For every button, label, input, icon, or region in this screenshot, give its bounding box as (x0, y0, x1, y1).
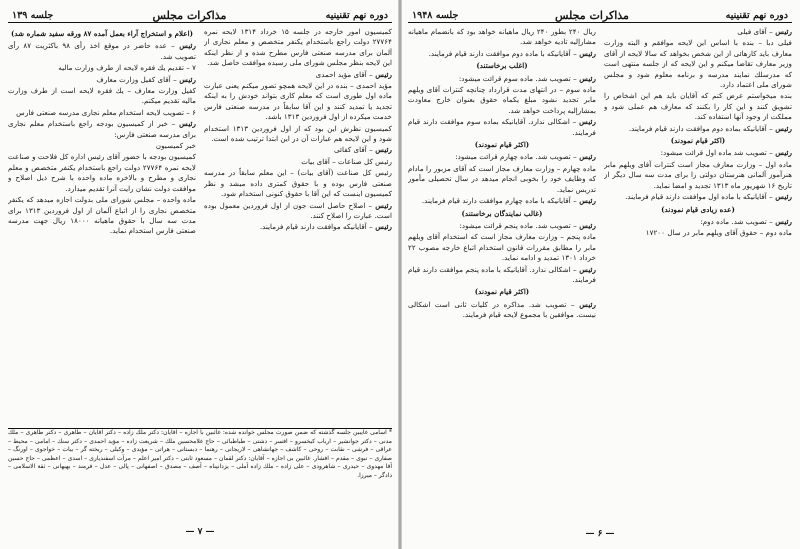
speaker-name: رئيس (576, 152, 596, 162)
paragraph (8, 152, 196, 194)
speaker-name: رئيس (772, 123, 792, 133)
speaker-name: رئيس (174, 41, 196, 51)
paragraph (204, 201, 392, 222)
paragraph-text: ماده دوم – حقوق آقاى ويلهم مابر در سال ۱۷۲۰۰ (645, 228, 792, 238)
footnote: * اسامى غايبين جلسه گذشته كه ضمن صورت مجلس خوانده شده: غائبين با اجازه – آقايان: دكتر ملك زاده – دكتر آقايان – طاهرى – دكتر طاهرى – ملك مدنى – دكتر جوانشير – ارباب كيخسرو – افسر – دشتى – طباطبائى – حاج غلامحسين ملك – شريعت زاده – مؤيد احمدى – دكتر سنك – امامى – محيط – عراقى – فرشى – نقابت – روحى – كاشف – جهانشاهى – لاريجانى – رهنما – دبستانى – هراتى – مؤيدى – وكيلى – ريخته گر – بيات – خواجوى – اورنگ – صفارى – نبوى – مقدم – افشار. غائبين بى اجازه – آقايان: دكتر لقمان – مسعود ثابتى – دكتر امير اعلم – مرآت اسفنديارى – اسدى – اعظمى – حاج حسين آقا مهدوى – حيدرى – شاهرودى – على زاده – ملك زاده آملى – يزدانپناه – آصف – مصدق – اصفهانى – پالى – عدل – فرمند – بهبهانى – ثقة الاسلامى – دادگر – ميرزا. (8, 428, 392, 525)
text-columns (8, 27, 392, 425)
paragraph (408, 27, 596, 48)
paragraph (604, 91, 792, 122)
paragraph (8, 108, 196, 118)
paragraph-text: – تصويب شد ماده اول قرائت ميشود: (660, 148, 773, 158)
header-session: جلسه ۱۳۹ (12, 9, 54, 21)
paragraph (8, 195, 196, 237)
paragraph-text: – عده حاضر در موقع اخذ رأى ۹۸ باكثريت ۸۷ رأى تصويب شد. (8, 41, 196, 61)
paragraph-text: – تصويب شد. مذاكره در كليات ثانى است اشكالى نيست. موافقين با مجموع لايحه قيام فرمايند. (408, 299, 596, 320)
paragraph-text: خبر كميسيون (155, 141, 196, 151)
paragraph-text: – آقايانيكه با ماده اول موافقت دارند قيام فرمايند. (625, 192, 773, 202)
paragraph-text: كميسيون امور خارجه در جلسه ۱۵ خرداد ۱۳۱۴ لايحه نمره ۲۷۷۶۴ دولت راجع باستخدام يكنفر متخصص و معلم نجارى از آلمان براى مدرسه صنعتى فارس مطرح شده و از نظر اينكه اين لايحه بنظر مجلس شوراى ملى رسيده موافقت حاصل شد. (204, 27, 392, 68)
speaker-name: رئيس (372, 145, 392, 155)
paragraph-text: (عده زيادى قيام نمودند) (661, 204, 735, 214)
paragraph (408, 140, 596, 150)
book-gutter (398, 0, 402, 549)
paragraph (604, 205, 792, 215)
paragraph (408, 196, 596, 206)
header-period: دوره نهم تقنينيه (725, 9, 788, 21)
paragraph-text: بنده ميخواستم عرض كنم كه آقايان بايد هم اين اشخاص را تشويق كنند و اين كار را بكنند كه معارف هم عملى شود و مملكت از وجود آنها استفاده كند. (604, 91, 792, 122)
speaker-name: رئيس (772, 192, 792, 202)
paragraph (8, 119, 196, 140)
header-title: مذاكرات مجلس (152, 8, 227, 22)
paragraph (204, 70, 392, 80)
paragraph (408, 117, 596, 138)
right-page (408, 8, 792, 540)
paragraph-text: (اعلام و استخراج آراء بعمل آمده ۸۷ ورقه سفيد شماره شد) (10, 29, 193, 38)
speaker-name: رئيس (576, 220, 596, 230)
paragraph-text: ۷ – تقديم يك فقره لايحه از طرف وزارت ماليه (58, 63, 196, 73)
paragraph (604, 148, 792, 158)
paragraph-text: – تصويب شد. ماده دوم: (700, 216, 773, 226)
paragraph-text: رئيس كل صناعات – آقاى بيات (301, 156, 392, 166)
paragraph-text: – اصلاح حاصل است جون از اول فروردين معمول بوده است. عبارت را اصلاح كنند. (204, 200, 392, 220)
column-right (604, 27, 792, 425)
paragraph-text: رئيس كل صناعت (آقاى بيات) – اين معلم سابقاً در مدرسه صنعتى فارس بوده و با حقوق كمترى داده ميشد و نظر كميسيون اينست كه اين آقا با حقوق كنونى استخدام شود. (204, 168, 392, 199)
paragraph (204, 81, 392, 123)
speaker-name: رئيس (372, 200, 392, 210)
paragraph-text: – آقاى فيلى (737, 27, 773, 36)
paragraph (204, 157, 392, 167)
paragraph-text: ريال ۲۴۰ بطور ۲۴۰ ريال ماهيانه خواهد بود كه بانضمام ماهيانه مشارإليه تاديه خواهد شد. (408, 27, 596, 47)
paragraph (8, 29, 196, 39)
paragraph (408, 232, 596, 263)
paragraph-text: – آقايانيكه موافقت دارند قيام فرمايند. (259, 222, 373, 232)
paragraph (204, 124, 392, 145)
paragraph (408, 300, 596, 321)
paragraph-text: ماده پنجم – وزارت معارف مجاز است كه استخدام آقاى ويلهم مابر را مطابق مقررات قانون استخدام اتباع خارجه مصوب ۲۲ خرداد ۱۳۰۱ تمديد و ادامه نمايد. (408, 232, 596, 263)
paragraph-text: (اغلب برخاستند) (476, 61, 528, 71)
paragraph-text: ماده چهارم – وزارت معارف مجاز است كه آقاى مزبور را مادام كه وظايف خود را بخوبى انجام ميدهد در سال تحصيلى مأمور تدريس نمايد. (408, 163, 596, 194)
paragraph (408, 209, 596, 219)
page-number: — ۶ — (585, 529, 615, 539)
header-period: دوره نهم تقنينيه (325, 9, 388, 21)
paragraph-text: – تصويب شد. ماده چهارم قرائت ميشود: (455, 152, 577, 162)
header-title: مذاكرات مجلس (555, 8, 629, 22)
paragraph (8, 86, 196, 107)
header-session: جلسه ۱۹۴۸ (412, 9, 459, 21)
speaker-name: رئيس (576, 196, 596, 206)
speaker-name: رئيس (772, 148, 792, 158)
paragraph (8, 141, 196, 151)
paragraph (604, 217, 792, 227)
paragraph-text: (اكثر قيام نمودند) (670, 136, 726, 146)
paragraph-text: – خبر از كميسيون بودجه راجع باستخدام معلم نجارى براى مدرسه صنعتى فارس: (8, 119, 196, 139)
speaker-name: رئيس (576, 117, 596, 127)
paragraph-text: ماده واحده – مجلس شوراى ملى بدولت اجازه ميدهد كه يكنفر متخصص نجارى را از اتباع آلمان از اول فروردين ۱۳۱۳ براى مدت سه سال با حقوق ماهيانه ۱۸۰۰۰ ريال جهت مدرسه صنعتى فارس استخدام نمايد. (8, 195, 196, 236)
paragraph (408, 221, 596, 231)
column-left (8, 27, 196, 425)
paragraph (408, 85, 596, 116)
paragraph-text: (اكثر قيام نمودند) (474, 287, 530, 297)
column-left (408, 27, 596, 425)
column-right (204, 27, 392, 425)
paragraph-text: – تصويب شد. ماده پنجم قرائت ميشود: (459, 220, 577, 230)
paragraph-text: كميسيون بودجه با حضور آقاى رئيس اداره كل فلاحت و صناعت لايحه نمره ۲۷۷۶۴ دولت راجع باستخدام يكنفر متخصص و معلم نجارى و مطرح و بالاخره ماده واحده با شرح ذيل اصلاح و موافقت دولت نشان رايت آنرا تقديم ميدارد. (8, 152, 196, 193)
paragraph (204, 222, 392, 232)
paragraph-text: – تصويب شد. ماده سوم قرائت ميشود: (458, 73, 577, 83)
paragraph (604, 136, 792, 146)
page-number: — ۷ — (185, 527, 215, 537)
paragraph-text: – آقاى كفيل وزارت معارف (96, 74, 177, 84)
paragraph (408, 287, 596, 297)
paragraph-text: ماده سوم – در انتهاى مدت قرارداد چنانچه كنترات آقاى ويلهم مابر تجديد نشود مبلغ يكماه حقوق بعنوان خارج معاودت بمشارإليه پرداخت خواهد شد. (408, 85, 596, 115)
speaker-name: رئيس (772, 216, 792, 226)
speaker-name: رئيس (576, 73, 596, 83)
paragraph (408, 49, 596, 59)
speaker-name: رئيس (576, 264, 596, 274)
paragraph (408, 61, 596, 71)
paragraph (408, 74, 596, 84)
paragraph (8, 75, 196, 85)
speaker-name: رئيس (372, 69, 392, 79)
speaker-name: رئيس (772, 27, 792, 36)
paragraph (604, 38, 792, 90)
paragraph-text: – آقايانيكه بماده دوم موافقت دارند قيام فرمايند. (628, 123, 773, 133)
paragraph-text: كفيل وزارت معارف – يك فقره لايحه است از طرف وزارت ماليه تقديم ميكنم. (8, 86, 196, 106)
paragraph (408, 164, 596, 195)
paragraph-text: – آقايانيكه با ماده دوم موافقت دارند قيام فرمايند. (428, 48, 577, 58)
paragraph (8, 63, 196, 73)
paragraph (604, 160, 792, 191)
paragraph (604, 192, 792, 202)
speaker-name: رئيس (372, 222, 392, 232)
page-header (8, 8, 392, 23)
speaker-name: رئيس (176, 74, 196, 84)
paragraph-text: ماده اول – وزارت معارف مجاز است كنترات آقاى ويلهم مابر هنرآموز آلمانى هنرستان دولتى را براى مدت سه سال ديگر از تاريخ ۱۶ شهريور ماه ۱۳۱۳ تجديد و امضا نمايد. (604, 159, 792, 190)
paragraph (408, 265, 596, 286)
paragraph-text: ۶ – تصويب لايحه استخدام معلم نجارى مدرسه صنعتى فارس (16, 107, 196, 117)
left-page (8, 8, 392, 540)
paragraph (8, 41, 196, 62)
paragraph-text: – اشكالى ندارد. آقايانيكه بماده سوم موافقت دارند قيام فرمايند. (408, 117, 596, 137)
speaker-name: رئيس (175, 119, 196, 129)
paragraph-text: – آقاى كفائى (334, 145, 373, 155)
paragraph (408, 152, 596, 162)
paragraph (204, 145, 392, 155)
paragraph (604, 124, 792, 134)
speaker-name: رئيس (574, 299, 596, 309)
paragraph-text: كميسيون نظرش اين بود كه از اول فروردين ۱۳۱۳ استخدام شود و اين لايحه هم عبارات آن در اين ابتدا ترتيب شده است. (204, 123, 392, 144)
paragraph-text: – اشكالى ندارد. آقايانيكه با ماده پنجم موافقت دارند قيام فرمايند. (408, 264, 596, 284)
paragraph-text: فيلى دبا – بنده با اساس اين لايحه موافقم و البته وزارت معارف بايد كارهائى از اين شخص بخواهد كه سالا لايحه از آقاى وزير معارف تقاضا ميكنم و اين لايحه كه از جلسه منتهى است كه مدرسلك نمايند مدرسه و برنامه معلوم شود و مجلس شوراى ملى اعتماد دارد. (604, 38, 792, 90)
paragraph-text: – آقاى مؤيد احمدى (315, 69, 373, 79)
paragraph (604, 228, 792, 238)
speaker-name: رئيس (576, 48, 596, 58)
paragraph (604, 27, 792, 37)
paragraph-text: – آقايانيكه با ماده چهارم موافقت دارند قيام فرمايند. (421, 196, 577, 206)
paragraph-text: (غالب نمايندگان برخاستند) (461, 208, 543, 218)
paragraph-text: مؤيد احمدى – بنده در اين لايحه همچو تصور ميكنم يعنى عبارت ماده اول طورى است كه معلم كارى بتواند خودش را به اينكه تجديد يا تمديد كنند و اين آقا سابقاً در مدرسه صنعتى فارس خدمت ميكرده از اول فروردين ۱۳۱۳ باشد. (204, 81, 392, 122)
paragraph (204, 27, 392, 69)
text-columns (408, 27, 792, 425)
paragraph-text: (اكثر قيام نمودند) (474, 140, 530, 150)
paragraph (204, 168, 392, 199)
page-header (408, 8, 792, 23)
